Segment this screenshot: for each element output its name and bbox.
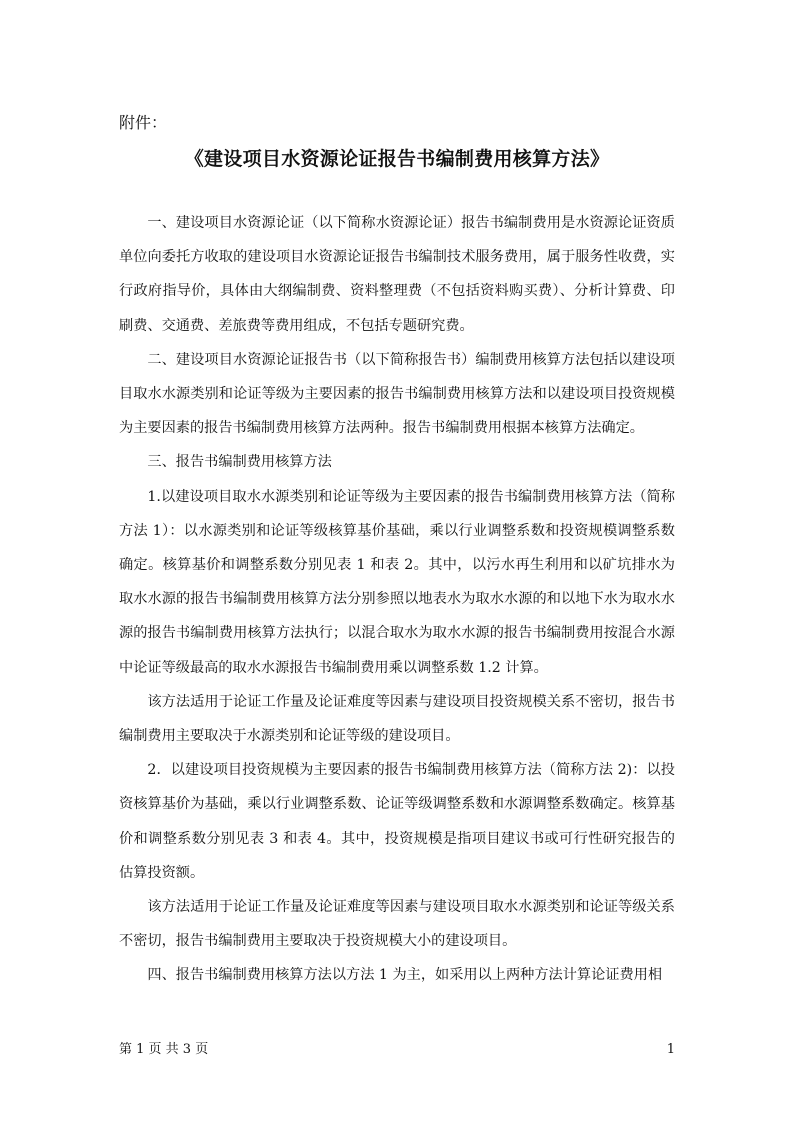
- paragraph: 二、建设项目水资源论证报告书（以下简称报告书）编制费用核算方法包括以建设项目取水水源类别和论证等级为主要因素的报告书编制费用核算方法和以建设项目投资规模为主要因素的报告书编制费用核算方法两种。报告书编制费用根据本核算方法确定。: [119, 351, 675, 437]
- attachment-label: 附件：: [119, 113, 168, 132]
- footer-page-info: 第 1 页 共 3 页: [119, 1042, 209, 1057]
- paragraph: 该方法适用于论证工作量及论证难度等因素与建设项目取水水源类别和论证等级关系不密切，报告书编制费用主要取决于投资规模大小的建设项目。: [119, 899, 675, 950]
- paragraph: 四、报告书编制费用核算方法以方法 1 为主，如采用以上两种方法计算论证费用相: [147, 967, 663, 984]
- document-title: 《建设项目水资源论证报告书编制费用核算方法》: [184, 148, 610, 170]
- document-body: [119, 206, 675, 993]
- paragraph: 该方法适用于论证工作量及论证难度等因素与建设项目投资规模关系不密切，报告书编制费用主要取决于水源类别和论证等级的建设项目。: [119, 693, 675, 745]
- paragraph: 1.以建设项目取水水源类别和论证等级为主要因素的报告书编制费用核算方法（简称方法 1）：以水源类别和论证等级核算基价基础，乘以行业调整系数和投资规模调整系数确定。核算基价和调整系数分别见表 1 和表 2。其中，以污水再生利用和以矿坑排水为取水水源的报告书编制费用核算方法分别参照以地表水为取水水源的和以地下水为取水水源的报告书编制费用核算方法执行；以混合取水为取水水源的报告书编制费用按混合水源中论证等级最高的取水水源报告书编制费用乘以调整系数 1.2 计算。: [119, 488, 675, 676]
- paragraph: 2．以建设项目投资规模为主要因素的报告书编制费用核算方法（简称方法 2)：以投资核算基价为基础，乘以行业调整系数、论证等级调整系数和水源调整系数确定。核算基价和调整系数分别见表 3 和表 4。其中，投资规模是指项目建议书或可行性研究报告的估算投资额。: [119, 762, 675, 881]
- section-heading: 三、报告书编制费用核算方法: [147, 454, 332, 471]
- footer-page-number: 1: [666, 1042, 675, 1057]
- paragraph: 一、建设项目水资源论证（以下简称水资源论证）报告书编制费用是水资源论证资质单位向委托方收取的建设项目水资源论证报告书编制技术服务费用，属于服务性收费，实行政府指导价，具体由大纲编制费、资料整理费（不包括资料购买费）、分析计算费、印刷费、交通费、差旅费等费用组成，不包括专题研究费。: [119, 215, 675, 334]
